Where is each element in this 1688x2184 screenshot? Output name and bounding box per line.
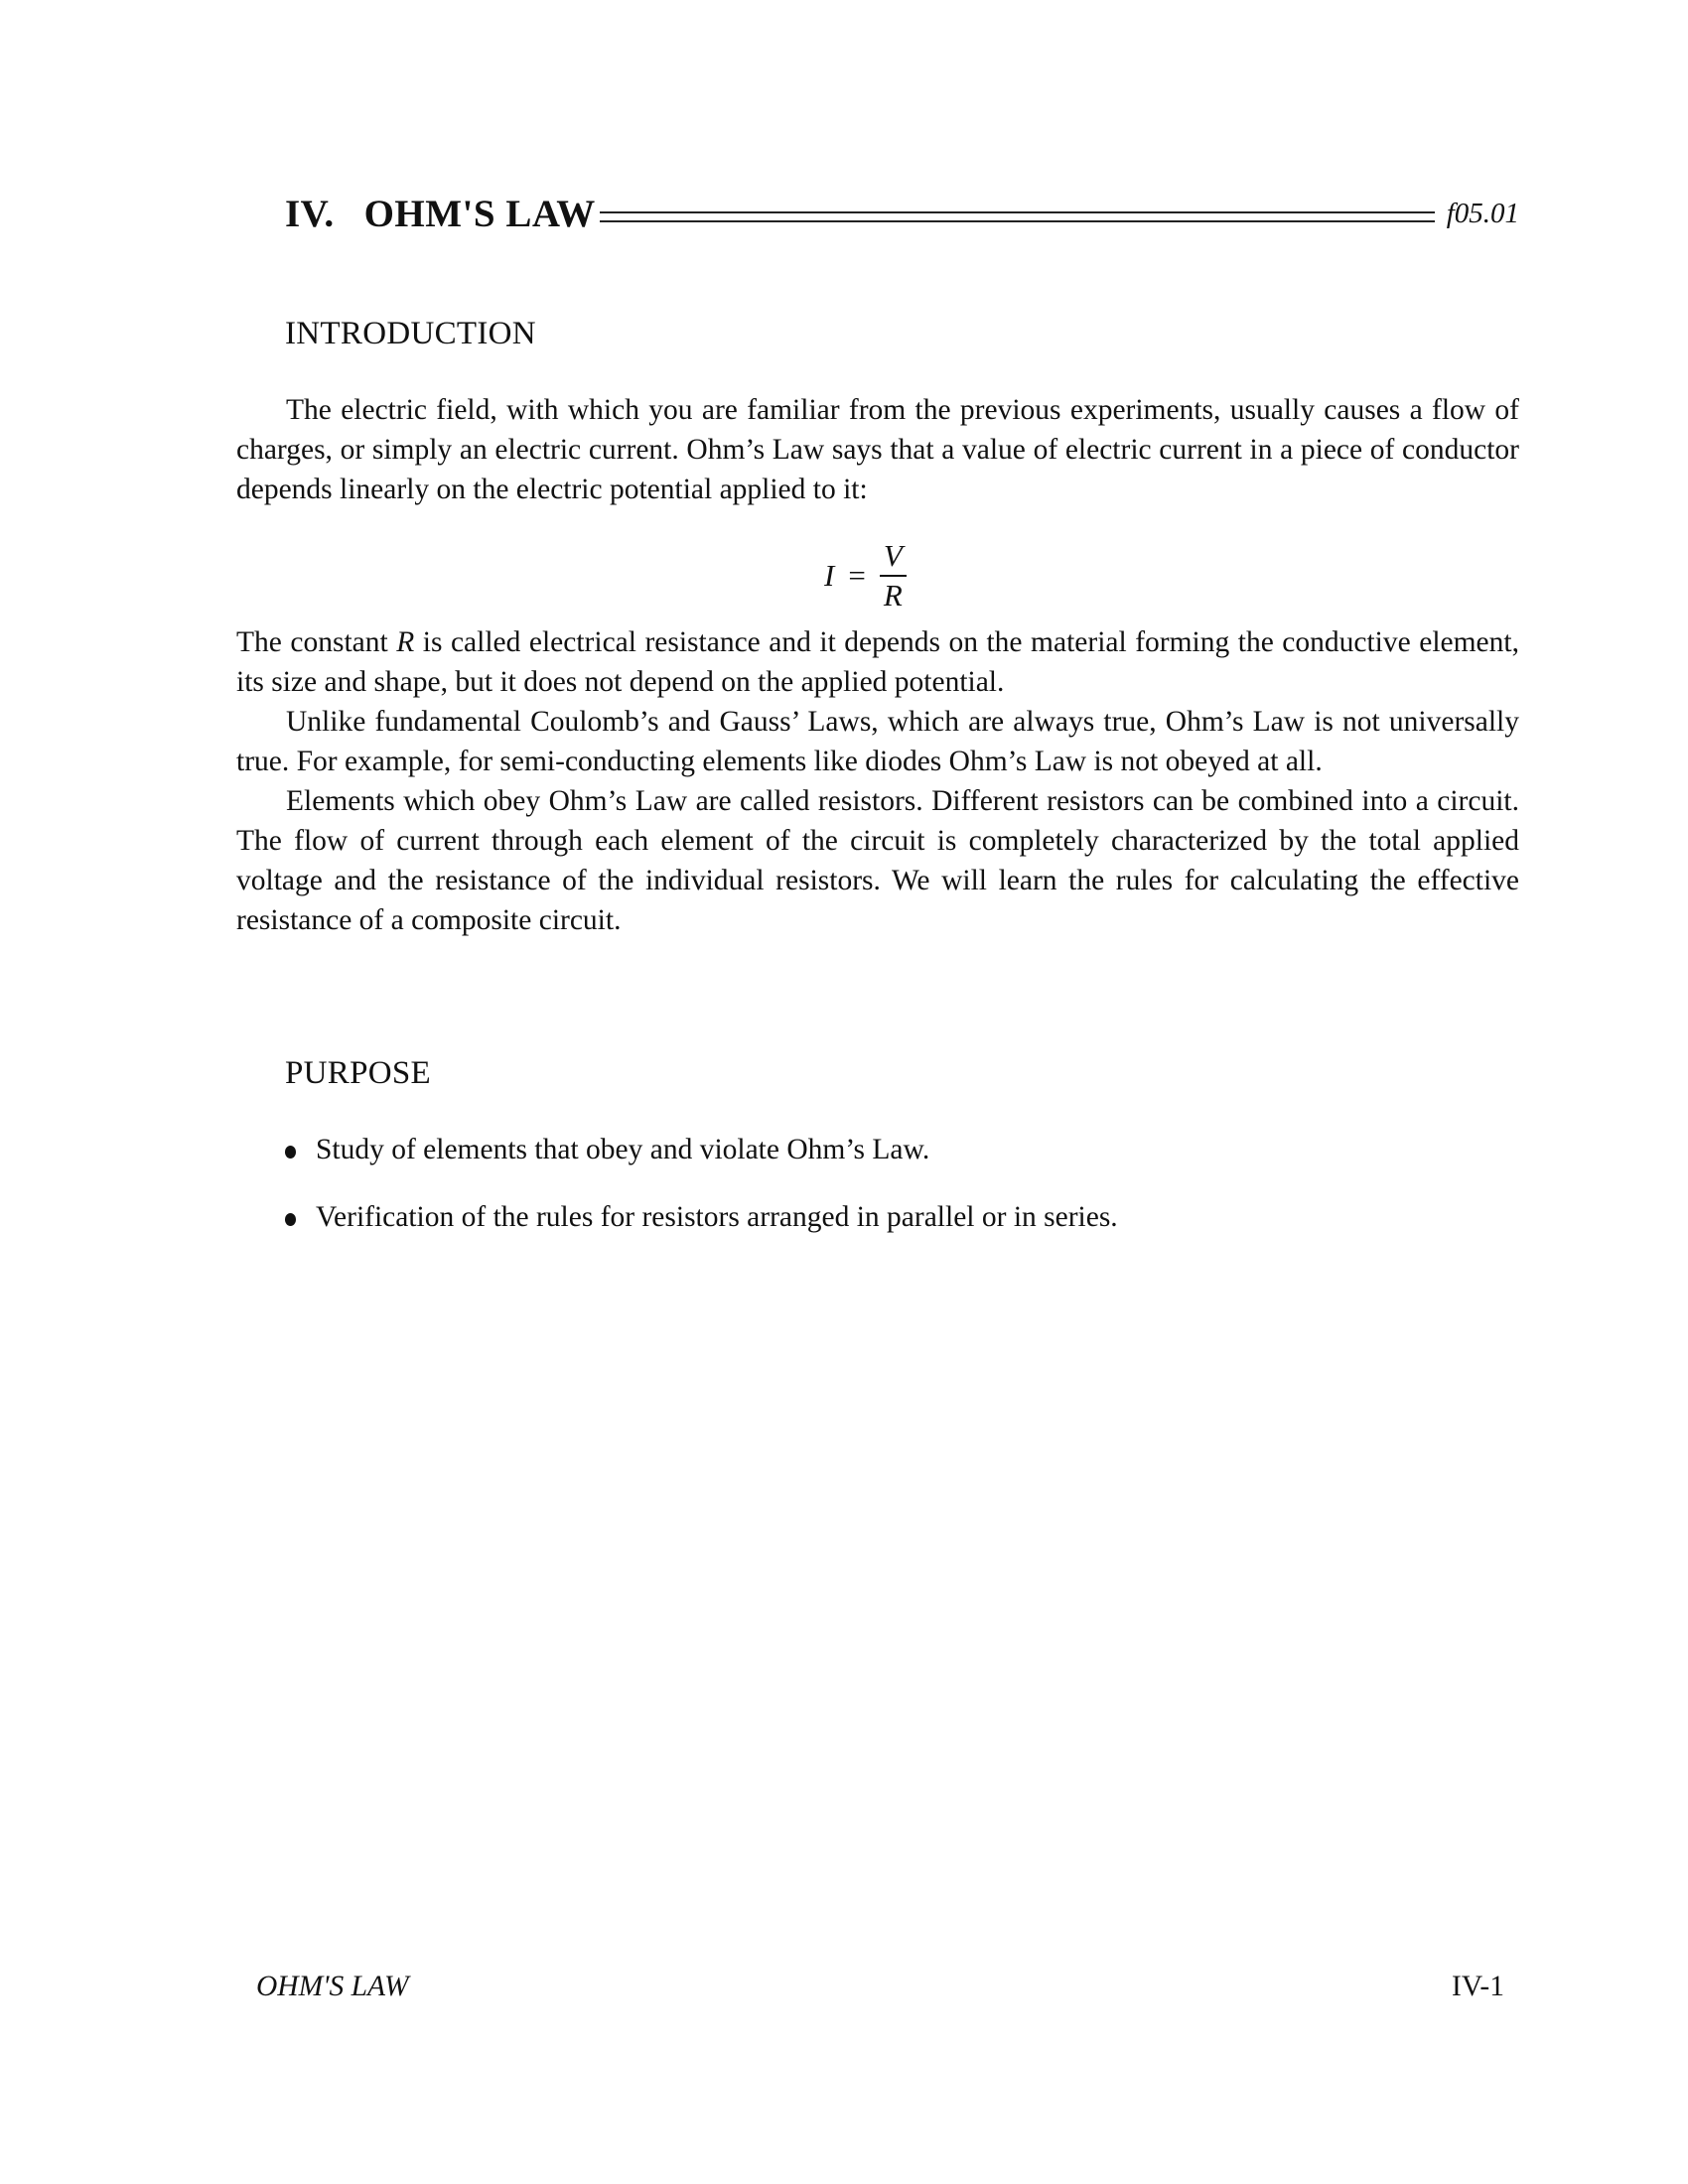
intro-paragraph-4: Elements which obey Ohm’s Law are called resistors. Different resistors can be combined into a circuit. The flow of current through each element of the circuit is completely characterized by the total applied voltage and the resistance of the individual resistors. We will learn the rules for calculating the effective resistance of a composite circuit. (236, 785, 1519, 936)
para2-text-before: The constant (236, 626, 397, 658)
chapter-number: IV. (285, 192, 335, 235)
equation-fraction (880, 537, 907, 614)
equation-denominator: R (883, 578, 903, 613)
header-double-rule (600, 211, 1435, 222)
intro-paragraph-3: Unlike fundamental Coulomb’s and Gauss’ Laws, which are always true, Ohm’s Law is not universally true. For example, for semi-conducting elements like diodes Ohm’s Law is not obeyed at all. (236, 706, 1519, 777)
page-number: IV-1 (1452, 1971, 1504, 2002)
chapter-title (285, 192, 596, 236)
bullet-icon (285, 1146, 296, 1159)
introduction-heading: INTRODUCTION (285, 316, 536, 351)
bullet-icon (285, 1213, 296, 1226)
purpose-item-text: Verification of the rules for resistors arranged in parallel or in series. (316, 1200, 1118, 1233)
chapter-title-text: OHM'S LAW (363, 192, 596, 235)
purpose-item (285, 1130, 1118, 1169)
intro-paragraph-2 (236, 622, 1519, 702)
equation-numerator: V (883, 538, 903, 573)
para2-text-after: is called electrical resistance and it depends on the material forming the conductive element, its size and shape, but it does not depend on the applied potential. (236, 626, 1519, 698)
chapter-header (285, 189, 1519, 238)
equation-equals: = (848, 558, 866, 593)
intro-paragraphs-block (236, 622, 1519, 940)
ohms-law-equation (824, 531, 907, 620)
equation-lhs: I (824, 558, 835, 593)
purpose-list (285, 1130, 1118, 1265)
intro-paragraph-1-block (236, 390, 1519, 509)
document-code: f05.01 (1446, 197, 1519, 229)
purpose-item-text: Study of elements that obey and violate Ohm’s Law. (316, 1133, 930, 1165)
purpose-item (285, 1197, 1118, 1237)
intro-paragraph-1: The electric field, with which you are familiar from the previous experiments, usually causes a flow of charges, or simply an electric current. Ohm’s Law says that a value of electric current in a piece of conductor depends linearly on the electric potential applied to it: (236, 394, 1519, 505)
purpose-heading: PURPOSE (285, 1055, 431, 1091)
footer-title: OHM'S LAW (256, 1971, 409, 2002)
resistance-variable: R (396, 626, 415, 658)
